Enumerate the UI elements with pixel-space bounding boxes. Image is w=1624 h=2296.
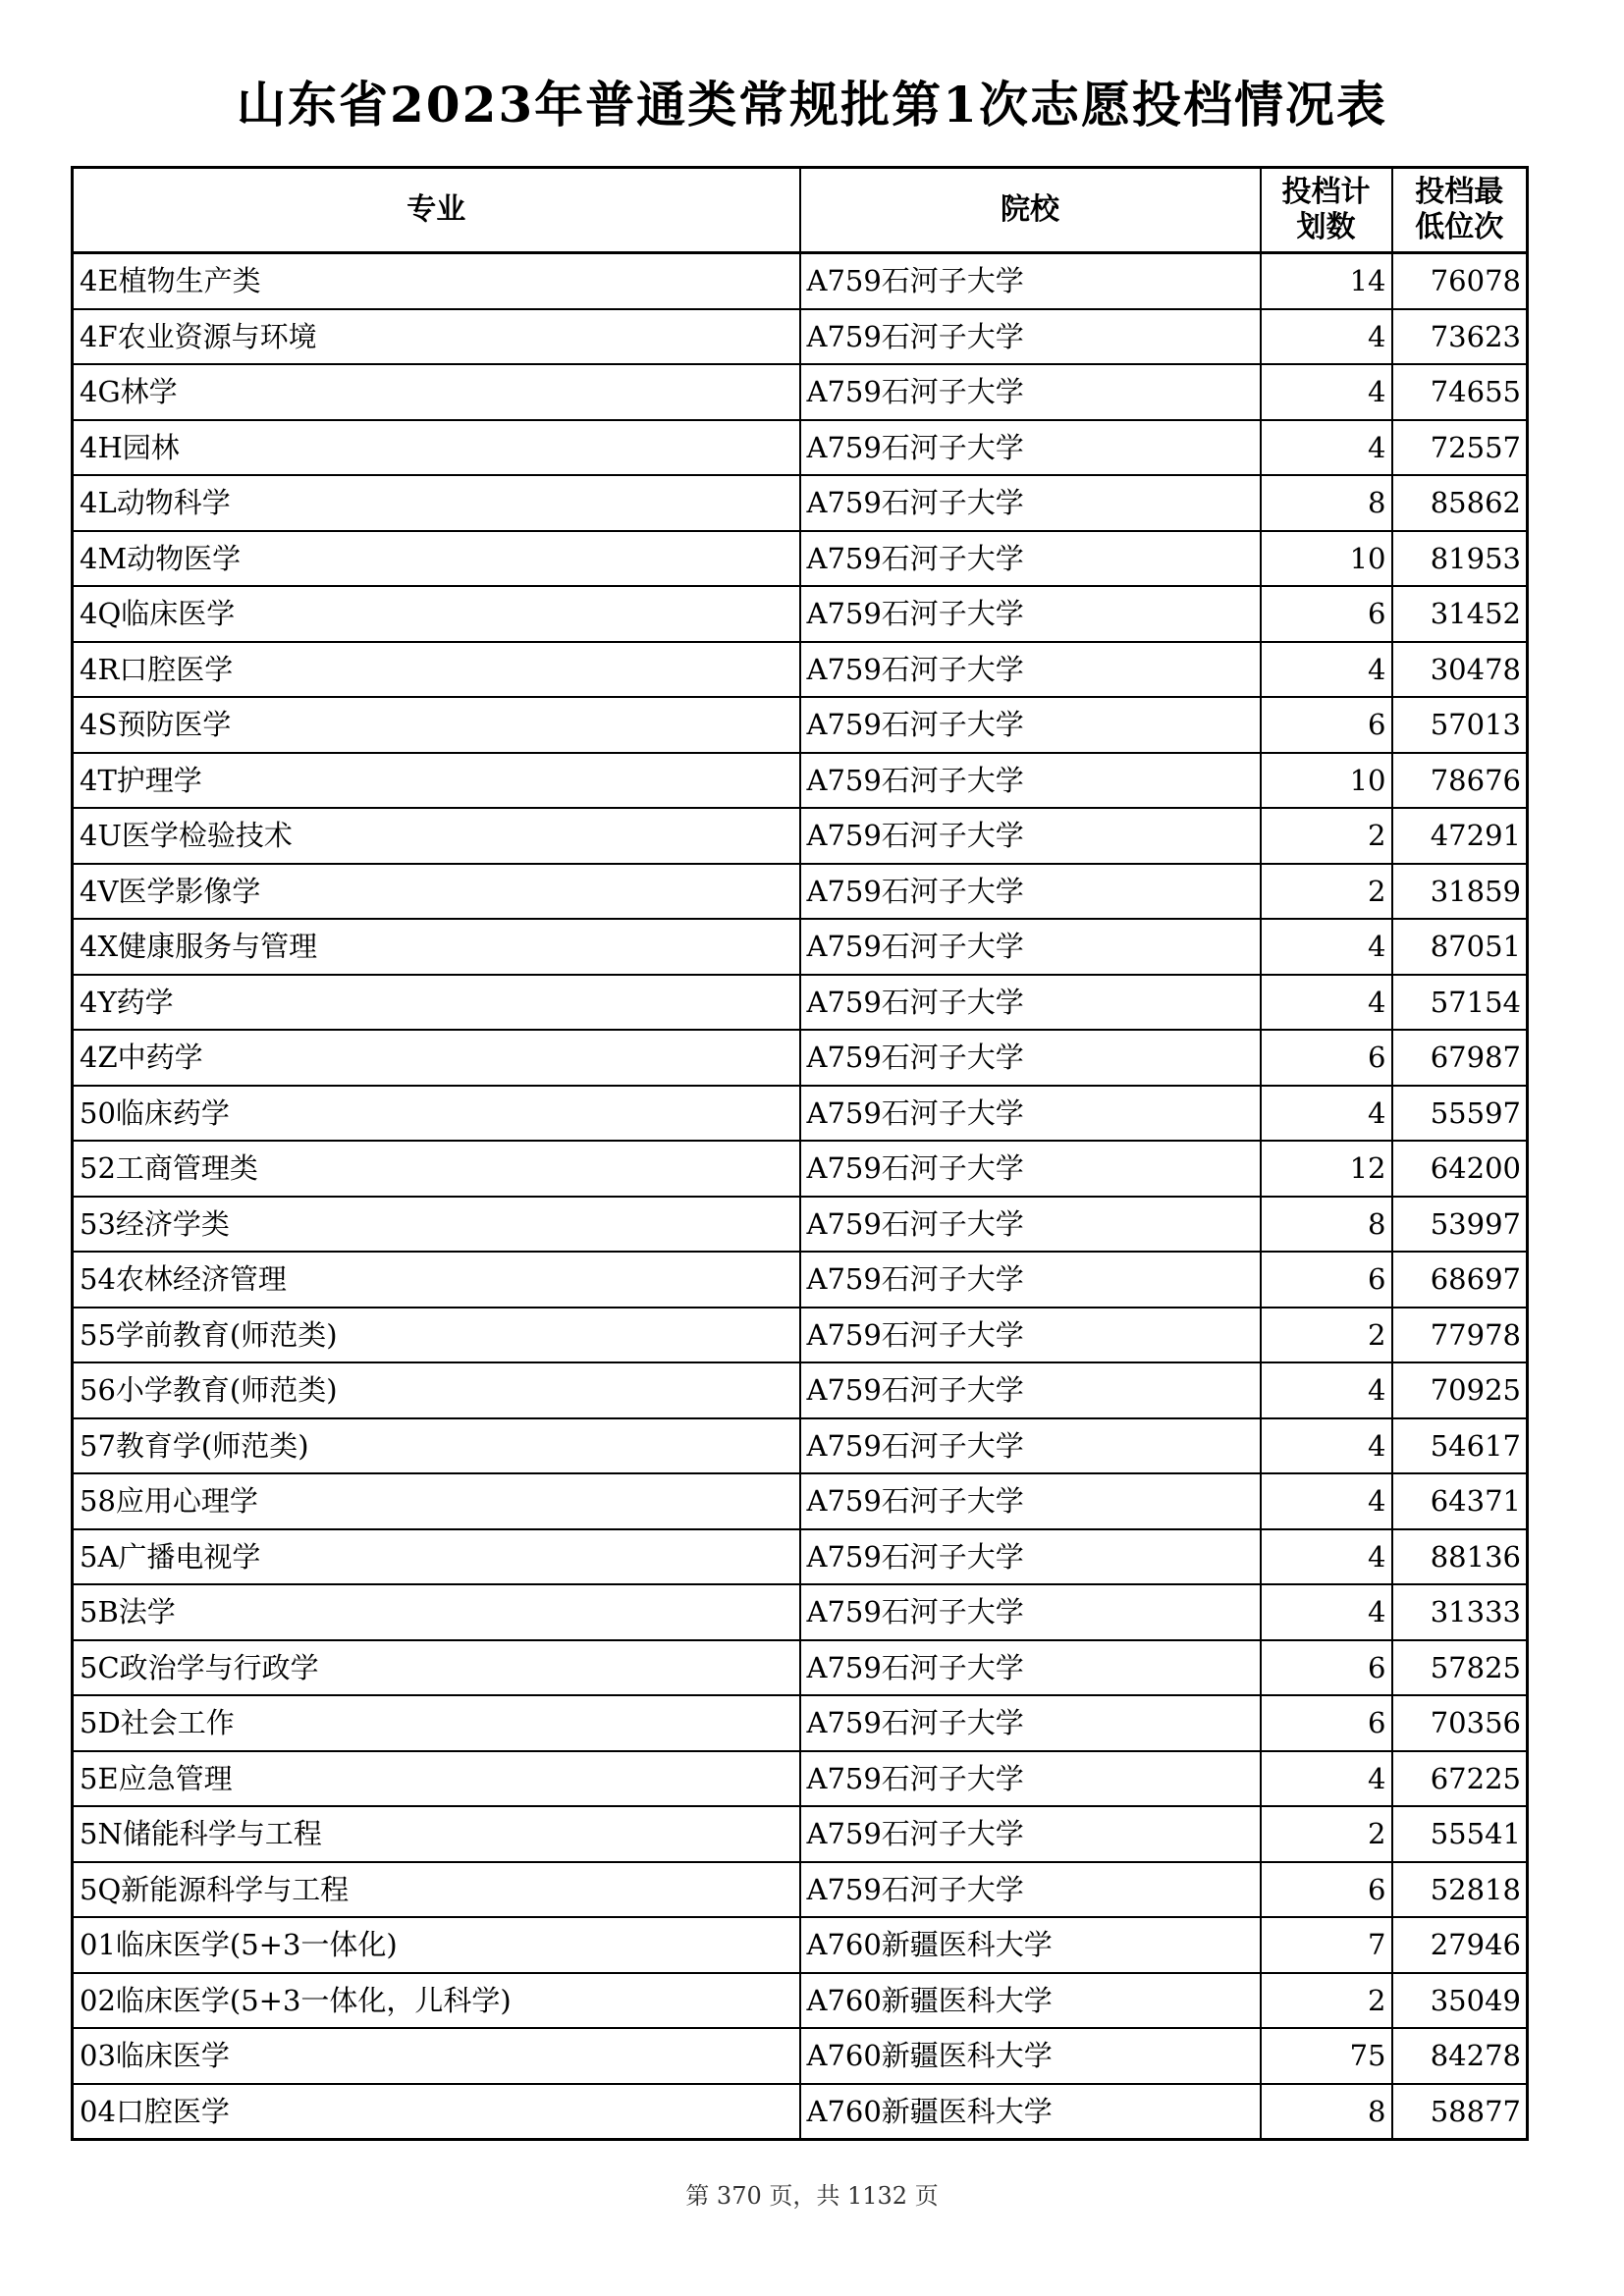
cell-school: A759石河子大学: [800, 1362, 1261, 1418]
cell-rank: 87051: [1392, 919, 1528, 975]
cell-major: 4H园林: [73, 420, 800, 476]
cell-rank: 55541: [1392, 1806, 1528, 1862]
table-row: [73, 586, 1528, 642]
cell-rank: 58877: [1392, 2084, 1528, 2140]
cell-plan: 6: [1261, 586, 1392, 642]
cell-plan: 4: [1261, 1362, 1392, 1418]
cell-major: 4Y药学: [73, 975, 800, 1031]
table-row: [73, 1529, 1528, 1585]
cell-rank: 84278: [1392, 2028, 1528, 2084]
table-row: [73, 1640, 1528, 1696]
table-row: [73, 753, 1528, 809]
table-row: [73, 475, 1528, 531]
table-row: [73, 1418, 1528, 1474]
page-footer: 第 370 页，共 1132 页: [685, 2182, 939, 2210]
cell-plan: 4: [1261, 975, 1392, 1031]
cell-plan: 10: [1261, 753, 1392, 809]
cell-plan: 4: [1261, 1584, 1392, 1640]
cell-plan: 4: [1261, 309, 1392, 365]
cell-school: A759石河子大学: [800, 697, 1261, 753]
cell-plan: 6: [1261, 1252, 1392, 1308]
cell-major: 01临床医学(5+3一体化): [73, 1917, 800, 1973]
cell-major: 4Z中药学: [73, 1030, 800, 1086]
cell-school: A759石河子大学: [800, 1806, 1261, 1862]
cell-school: A759石河子大学: [800, 1862, 1261, 1918]
cell-plan: 8: [1261, 1197, 1392, 1253]
table-row: [73, 1584, 1528, 1640]
cell-rank: 73623: [1392, 309, 1528, 365]
table-row: [73, 1362, 1528, 1418]
cell-plan: 2: [1261, 864, 1392, 920]
cell-school: A759石河子大学: [800, 1308, 1261, 1363]
cell-rank: 67225: [1392, 1751, 1528, 1807]
cell-plan: 4: [1261, 1086, 1392, 1142]
cell-major: 57教育学(师范类): [73, 1418, 800, 1474]
cell-plan: 8: [1261, 475, 1392, 531]
cell-rank: 81953: [1392, 531, 1528, 587]
cell-rank: 70356: [1392, 1695, 1528, 1751]
cell-plan: 4: [1261, 919, 1392, 975]
cell-rank: 57825: [1392, 1640, 1528, 1696]
cell-rank: 64200: [1392, 1141, 1528, 1197]
cell-major: 4T护理学: [73, 753, 800, 809]
cell-plan: 4: [1261, 1751, 1392, 1807]
cell-rank: 31452: [1392, 586, 1528, 642]
cell-school: A759石河子大学: [800, 1197, 1261, 1253]
cell-school: A759石河子大学: [800, 864, 1261, 920]
cell-plan: 6: [1261, 1695, 1392, 1751]
table-row: [73, 253, 1528, 309]
cell-major: 4L动物科学: [73, 475, 800, 531]
cell-plan: 4: [1261, 1529, 1392, 1585]
cell-rank: 52818: [1392, 1862, 1528, 1918]
table-header-row: [73, 168, 1528, 253]
cell-rank: 88136: [1392, 1529, 1528, 1585]
cell-major: 4V医学影像学: [73, 864, 800, 920]
table-row: [73, 2084, 1528, 2140]
cell-plan: 4: [1261, 1473, 1392, 1529]
table-body: [73, 253, 1528, 2140]
cell-school: A759石河子大学: [800, 1141, 1261, 1197]
cell-school: A759石河子大学: [800, 586, 1261, 642]
cell-major: 4U医学检验技术: [73, 808, 800, 864]
cell-school: A759石河子大学: [800, 1695, 1261, 1751]
page-title: 山东省2023年普通类常规批第1次志愿投档情况表: [237, 76, 1387, 133]
cell-plan: 12: [1261, 1141, 1392, 1197]
cell-plan: 7: [1261, 1917, 1392, 1973]
cell-school: A759石河子大学: [800, 1584, 1261, 1640]
cell-school: A759石河子大学: [800, 309, 1261, 365]
cell-school: A760新疆医科大学: [800, 1973, 1261, 2029]
cell-rank: 27946: [1392, 1917, 1528, 1973]
cell-major: 4Q临床医学: [73, 586, 800, 642]
cell-major: 5B法学: [73, 1584, 800, 1640]
cell-school: A759石河子大学: [800, 364, 1261, 420]
table-row: [73, 808, 1528, 864]
table-row: [73, 364, 1528, 420]
cell-school: A759石河子大学: [800, 1086, 1261, 1142]
table-row: [73, 1252, 1528, 1308]
cell-major: 54农林经济管理: [73, 1252, 800, 1308]
cell-rank: 67987: [1392, 1030, 1528, 1086]
cell-school: A759石河子大学: [800, 1252, 1261, 1308]
cell-rank: 53997: [1392, 1197, 1528, 1253]
cell-rank: 70925: [1392, 1362, 1528, 1418]
cell-school: A759石河子大学: [800, 1030, 1261, 1086]
cell-major: 4R口腔医学: [73, 642, 800, 698]
cell-major: 56小学教育(师范类): [73, 1362, 800, 1418]
cell-school: A759石河子大学: [800, 531, 1261, 587]
table-row: [73, 531, 1528, 587]
table-row: [73, 1473, 1528, 1529]
cell-rank: 55597: [1392, 1086, 1528, 1142]
cell-rank: 72557: [1392, 420, 1528, 476]
table-row: [73, 642, 1528, 698]
cell-major: 5Q新能源科学与工程: [73, 1862, 800, 1918]
cell-rank: 31333: [1392, 1584, 1528, 1640]
cell-rank: 78676: [1392, 753, 1528, 809]
cell-plan: 6: [1261, 1640, 1392, 1696]
cell-major: 4X健康服务与管理: [73, 919, 800, 975]
header-rank: 投档最 低位次: [1392, 168, 1528, 253]
table-row: [73, 1917, 1528, 1973]
cell-rank: 57013: [1392, 697, 1528, 753]
cell-major: 4E植物生产类: [73, 253, 800, 309]
admission-table: [71, 166, 1529, 2141]
cell-rank: 85862: [1392, 475, 1528, 531]
cell-major: 5C政治学与行政学: [73, 1640, 800, 1696]
cell-rank: 64371: [1392, 1473, 1528, 1529]
cell-plan: 6: [1261, 1862, 1392, 1918]
cell-school: A759石河子大学: [800, 642, 1261, 698]
cell-rank: 31859: [1392, 864, 1528, 920]
cell-rank: 35049: [1392, 1973, 1528, 2029]
cell-plan: 2: [1261, 808, 1392, 864]
cell-school: A759石河子大学: [800, 919, 1261, 975]
cell-school: A759石河子大学: [800, 808, 1261, 864]
cell-major: 55学前教育(师范类): [73, 1308, 800, 1363]
table-row: [73, 1862, 1528, 1918]
cell-school: A759石河子大学: [800, 253, 1261, 309]
cell-rank: 77978: [1392, 1308, 1528, 1363]
cell-major: 4F农业资源与环境: [73, 309, 800, 365]
table-row: [73, 1973, 1528, 2029]
table-row: [73, 309, 1528, 365]
cell-major: 4S预防医学: [73, 697, 800, 753]
cell-major: 5E应急管理: [73, 1751, 800, 1807]
cell-major: 02临床医学(5+3一体化，儿科学): [73, 1973, 800, 2029]
cell-plan: 4: [1261, 1418, 1392, 1474]
cell-rank: 68697: [1392, 1252, 1528, 1308]
table-row: [73, 1806, 1528, 1862]
cell-school: A759石河子大学: [800, 1751, 1261, 1807]
cell-school: A760新疆医科大学: [800, 1917, 1261, 1973]
cell-plan: 2: [1261, 1973, 1392, 2029]
table-row: [73, 864, 1528, 920]
cell-plan: 6: [1261, 697, 1392, 753]
cell-major: 5D社会工作: [73, 1695, 800, 1751]
cell-school: A759石河子大学: [800, 753, 1261, 809]
cell-major: 03临床医学: [73, 2028, 800, 2084]
cell-major: 58应用心理学: [73, 1473, 800, 1529]
table-row: [73, 1197, 1528, 1253]
cell-rank: 30478: [1392, 642, 1528, 698]
table-row: [73, 697, 1528, 753]
cell-school: A759石河子大学: [800, 420, 1261, 476]
table-row: [73, 2028, 1528, 2084]
header-major: 专业: [73, 168, 800, 253]
table-row: [73, 1751, 1528, 1807]
table-row: [73, 1141, 1528, 1197]
cell-school: A759石河子大学: [800, 1529, 1261, 1585]
cell-school: A760新疆医科大学: [800, 2084, 1261, 2140]
cell-school: A759石河子大学: [800, 475, 1261, 531]
cell-plan: 14: [1261, 253, 1392, 309]
table-row: [73, 1030, 1528, 1086]
cell-school: A759石河子大学: [800, 1473, 1261, 1529]
cell-plan: 10: [1261, 531, 1392, 587]
cell-major: 4G林学: [73, 364, 800, 420]
cell-plan: 4: [1261, 364, 1392, 420]
table-row: [73, 919, 1528, 975]
cell-plan: 2: [1261, 1308, 1392, 1363]
cell-plan: 8: [1261, 2084, 1392, 2140]
cell-school: A760新疆医科大学: [800, 2028, 1261, 2084]
cell-rank: 47291: [1392, 808, 1528, 864]
cell-rank: 74655: [1392, 364, 1528, 420]
cell-rank: 57154: [1392, 975, 1528, 1031]
table-row: [73, 975, 1528, 1031]
cell-major: 04口腔医学: [73, 2084, 800, 2140]
header-plan: 投档计 划数: [1261, 168, 1392, 253]
cell-rank: 76078: [1392, 253, 1528, 309]
header-school: 院校: [800, 168, 1261, 253]
cell-major: 4M动物医学: [73, 531, 800, 587]
cell-plan: 6: [1261, 1030, 1392, 1086]
cell-rank: 54617: [1392, 1418, 1528, 1474]
cell-school: A759石河子大学: [800, 1640, 1261, 1696]
cell-major: 5N储能科学与工程: [73, 1806, 800, 1862]
cell-school: A759石河子大学: [800, 975, 1261, 1031]
cell-major: 50临床药学: [73, 1086, 800, 1142]
cell-major: 53经济学类: [73, 1197, 800, 1253]
cell-plan: 4: [1261, 642, 1392, 698]
cell-plan: 4: [1261, 420, 1392, 476]
table-row: [73, 1086, 1528, 1142]
cell-major: 52工商管理类: [73, 1141, 800, 1197]
cell-major: 5A广播电视学: [73, 1529, 800, 1585]
cell-plan: 2: [1261, 1806, 1392, 1862]
cell-plan: 75: [1261, 2028, 1392, 2084]
table-row: [73, 420, 1528, 476]
table-row: [73, 1695, 1528, 1751]
table-row: [73, 1308, 1528, 1363]
cell-school: A759石河子大学: [800, 1418, 1261, 1474]
